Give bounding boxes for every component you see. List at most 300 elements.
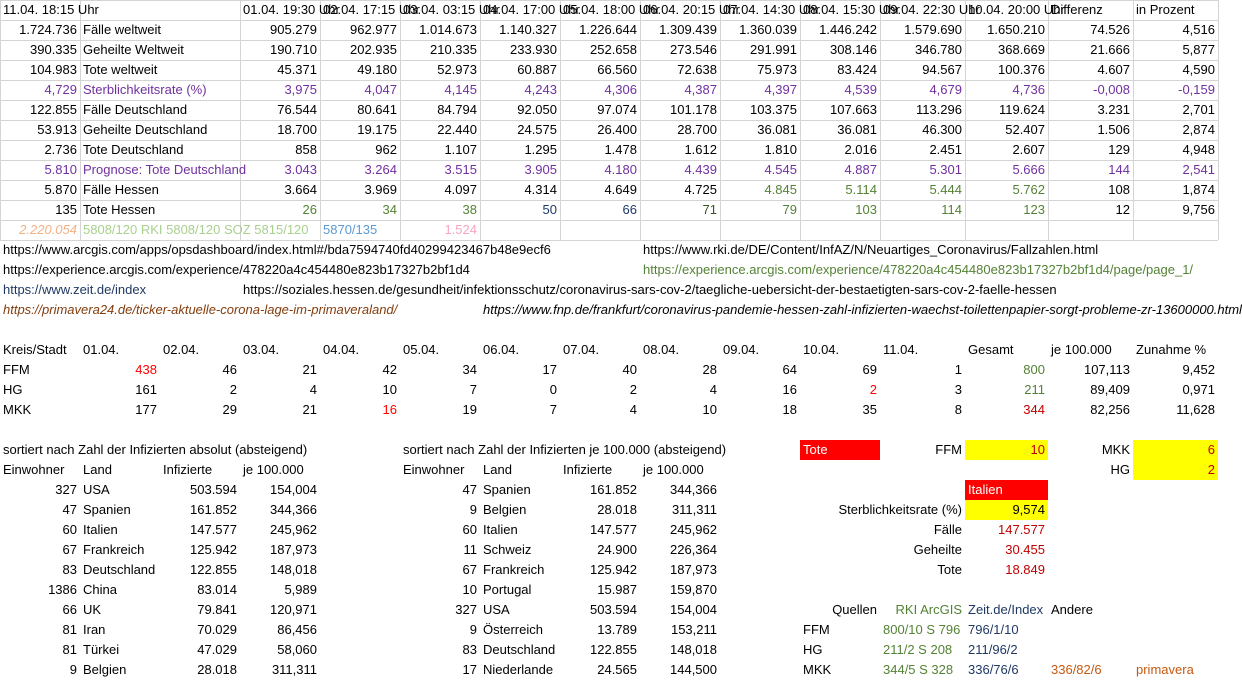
country-per100k: 311,311	[271, 662, 317, 677]
kreis-value: 19	[462, 402, 477, 417]
pct-cell: 2,701	[1182, 102, 1215, 117]
pct-header: in Prozent	[1136, 2, 1195, 17]
country-per100k: 187,973	[270, 542, 317, 557]
value-cell: 101.178	[670, 102, 717, 117]
value-cell: 22.440	[437, 122, 477, 137]
quellen-h2: Zeit.de/Index	[968, 602, 1044, 617]
country-per100k: 120,971	[270, 602, 317, 617]
country-name: Belgien	[83, 662, 127, 677]
country-name: Frankreich	[83, 542, 145, 557]
country-per100k: 245,962	[670, 522, 717, 537]
quellen-name: FFM	[803, 622, 830, 637]
value-cell: 4.845	[764, 182, 797, 197]
pct-cell: 4,516	[1182, 22, 1215, 37]
value-cell: 4,397	[764, 82, 797, 97]
value-cell: 79	[782, 202, 797, 217]
row-label: Geheilte Deutschland	[83, 122, 208, 137]
kreis-value: 42	[382, 362, 397, 377]
country-pop: 327	[55, 482, 77, 497]
value-cell: 233.930	[510, 42, 557, 57]
value-cell: 858	[295, 142, 317, 157]
diff-cell: 144	[1108, 162, 1130, 177]
value-cell: 4,047	[364, 82, 397, 97]
value-cell: 3.905	[524, 162, 557, 177]
value-cell: 210.335	[430, 42, 477, 57]
current-value: 5.810	[44, 162, 77, 177]
date-header: 01.04. 19:30 Uhr	[243, 2, 340, 17]
current-value: 1.724.736	[19, 22, 77, 37]
value-cell: 26.400	[597, 122, 637, 137]
kreis-header: je 100.000	[1051, 342, 1112, 357]
italien-title: Italien	[965, 480, 1048, 500]
value-cell: 66.560	[597, 62, 637, 77]
country-pop: 9	[469, 622, 477, 637]
value-cell: 4,145	[444, 82, 477, 97]
link[interactable]: https://experience.arcgis.com/experience/478220a4c454480e823b17327b2bf1d4	[3, 262, 470, 277]
quellen-name: MKK	[803, 662, 832, 677]
kreis-value: 34	[462, 362, 477, 377]
date-header: 04.04. 17:00 Uhr	[483, 2, 580, 17]
value-cell: 3.264	[364, 162, 397, 177]
kreis-value: 4	[709, 382, 717, 397]
value-cell: 123	[1023, 202, 1045, 217]
country-name: UK	[83, 602, 102, 617]
value-cell: 36.081	[757, 122, 797, 137]
country-pop: 327	[455, 602, 477, 617]
country-per100k: 148,018	[270, 562, 317, 577]
country-cases: 15.987	[597, 582, 637, 597]
date-header: 02.04. 17:15 Uhr	[323, 2, 420, 17]
kreis-value: 16	[382, 402, 397, 417]
kreis-value: 10	[702, 402, 717, 417]
country-per100k: 159,870	[670, 582, 717, 597]
country-name: Österreich	[483, 622, 543, 637]
pct-cell: 4,948	[1182, 142, 1215, 157]
value-cell: 1.478	[604, 142, 637, 157]
kreis-name: MKK	[3, 402, 32, 417]
kreis-value: 10	[382, 382, 397, 397]
kreis-header: 04.04.	[323, 342, 360, 357]
country-cases: 147.577	[190, 522, 237, 537]
value-cell: 49.180	[357, 62, 397, 77]
country-per100k: 344,366	[270, 502, 317, 517]
value-cell: 4.314	[524, 182, 557, 197]
country-cases: 161.852	[190, 502, 237, 517]
country-per100k: 187,973	[670, 562, 717, 577]
current-value: 53.913	[37, 122, 77, 137]
value-cell: 905.279	[270, 22, 317, 37]
value-cell: 1.140.327	[499, 22, 557, 37]
country-pop: 9	[69, 662, 77, 677]
quellen-zeit: 336/76/6	[968, 662, 1019, 677]
value-cell: 28.700	[677, 122, 717, 137]
value-cell: 4,243	[524, 82, 557, 97]
quellen-zeit: 211/96/2	[968, 642, 1018, 657]
date-header: 05.04. 18:00 Uhr	[563, 2, 660, 17]
kreis-inc: 9,452	[1182, 362, 1215, 377]
value-cell: 18.700	[277, 122, 317, 137]
value-cell: 2.451	[929, 142, 962, 157]
kreis-value: 69	[862, 362, 877, 377]
country-pop: 83	[462, 642, 477, 657]
value-cell: 346.780	[915, 42, 962, 57]
kreis-value: 21	[302, 402, 317, 417]
sort-header: je 100.000	[243, 462, 304, 477]
value-cell: 3.043	[284, 162, 317, 177]
kreis-value: 29	[222, 402, 237, 417]
country-per100k: 154,004	[670, 602, 717, 617]
row-label: Tote weltweit	[83, 62, 158, 77]
kreis-name: HG	[3, 382, 23, 397]
quellen-extra	[1133, 640, 1218, 660]
kreis-value: 161	[135, 382, 157, 397]
tote-hg-label: HG	[1110, 462, 1130, 477]
kreis-value: 4	[309, 382, 317, 397]
country-pop: 66	[62, 602, 77, 617]
kreis-value: 28	[702, 362, 717, 377]
quellen-title: Quellen	[832, 602, 877, 617]
kreis-value: 7	[469, 382, 477, 397]
pct-cell: 2,874	[1182, 122, 1215, 137]
kreis-value: 2	[229, 382, 237, 397]
value-cell: 4,306	[604, 82, 637, 97]
country-pop: 9	[469, 502, 477, 517]
kreis-header: Gesamt	[968, 342, 1014, 357]
italien-faelle-label: Fälle	[933, 522, 962, 537]
kreis-value: 177	[135, 402, 157, 417]
value-cell: 4.725	[684, 182, 717, 197]
value-cell: 962	[375, 142, 397, 157]
sort-header: Infizierte	[563, 462, 613, 477]
country-name: Schweiz	[483, 542, 532, 557]
country-pop: 47	[462, 482, 477, 497]
tote-hg-value: 2	[1133, 460, 1218, 480]
country-cases: 28.018	[197, 662, 237, 677]
value-cell: 83.424	[837, 62, 877, 77]
kreis-header: Kreis/Stadt	[3, 342, 67, 357]
row-label: Tote Hessen	[83, 202, 156, 217]
pct-cell: 2,541	[1182, 162, 1215, 177]
country-per100k: 148,018	[670, 642, 717, 657]
value-cell: 50	[542, 202, 557, 217]
value-cell: 308.146	[830, 42, 877, 57]
note-b: 5808/120 RKI 5808/120 SOZ 5815/120	[83, 222, 309, 237]
quellen-name: HG	[803, 642, 823, 657]
quellen-extra	[1133, 620, 1218, 640]
gridline-v	[1218, 0, 1219, 240]
kreis-name: FFM	[3, 362, 30, 377]
country-per100k: 153,211	[670, 622, 717, 637]
kreis-value: 0	[549, 382, 557, 397]
note-d: 1.524	[444, 222, 477, 237]
value-cell: 113.296	[915, 102, 962, 117]
country-cases: 161.852	[590, 482, 637, 497]
quellen-andere	[1048, 640, 1133, 660]
value-cell: 26	[302, 202, 317, 217]
diff-cell: 12	[1115, 202, 1130, 217]
tote-ffm-value: 10	[965, 440, 1048, 460]
pct-cell: 5,877	[1182, 42, 1215, 57]
value-cell: 66	[622, 202, 637, 217]
value-cell: 52.973	[437, 62, 477, 77]
date-header: 10.04. 20:00 Uhr	[968, 2, 1065, 17]
current-value: 390.335	[30, 42, 77, 57]
quellen-zeit: 796/1/10	[968, 622, 1019, 637]
country-per100k: 154,004	[270, 482, 317, 497]
country-name: Belgien	[483, 502, 527, 517]
country-cases: 503.594	[190, 482, 237, 497]
value-cell: 190.710	[270, 42, 317, 57]
value-cell: 119.624	[998, 102, 1045, 117]
kreis-inc: 0,971	[1182, 382, 1215, 397]
value-cell: 84.794	[437, 102, 477, 117]
kreis-value: 2	[869, 382, 877, 397]
value-cell: 36.081	[837, 122, 877, 137]
value-cell: 273.546	[670, 42, 717, 57]
italien-geheilte-label: Geheilte	[913, 542, 962, 557]
kreis-header: 06.04.	[483, 342, 520, 357]
country-name: Italien	[83, 522, 118, 537]
country-per100k: 344,366	[670, 482, 717, 497]
sort-header: Einwohner	[3, 462, 65, 477]
country-name: Portugal	[483, 582, 532, 597]
country-per100k: 311,311	[671, 502, 717, 517]
value-cell: 5.114	[845, 182, 877, 197]
value-cell: 34	[382, 202, 397, 217]
current-value: 122.855	[30, 102, 77, 117]
kreis-header: 09.04.	[723, 342, 760, 357]
tote-mkk-value: 6	[1133, 440, 1218, 460]
italien-faelle: 147.577	[998, 522, 1045, 537]
note-a: 2.220.054	[19, 222, 77, 237]
value-cell: 3,975	[284, 82, 317, 97]
value-cell: 1.295	[524, 142, 557, 157]
row-label: Fälle Deutschland	[83, 102, 188, 117]
country-per100k: 58,060	[277, 642, 317, 657]
country-pop: 83	[62, 562, 77, 577]
value-cell: 75.973	[757, 62, 797, 77]
country-name: USA	[83, 482, 110, 497]
value-cell: 94.567	[922, 62, 962, 77]
value-cell: 1.579.690	[904, 22, 962, 37]
current-value: 4,729	[44, 82, 77, 97]
kreis-value: 35	[862, 402, 877, 417]
pct-cell: 1,874	[1182, 182, 1215, 197]
country-cases: 24.565	[597, 662, 637, 677]
country-name: Iran	[83, 622, 106, 637]
quellen-h3: Andere	[1051, 602, 1093, 617]
country-pop: 60	[62, 522, 77, 537]
row-label: Prognose: Tote Deutschland	[83, 162, 247, 177]
country-pop: 47	[62, 502, 77, 517]
value-cell: 5.444	[929, 182, 962, 197]
kreis-value: 438	[135, 362, 157, 377]
kreis-value: 7	[549, 402, 557, 417]
value-cell: 368.669	[998, 42, 1045, 57]
sort-header: Land	[483, 462, 512, 477]
value-cell: 2.016	[844, 142, 877, 157]
country-cases: 122.855	[590, 642, 637, 657]
tote-ffm-label: FFM	[935, 442, 962, 457]
country-cases: 13.789	[597, 622, 637, 637]
quellen-andere: 336/82/6	[1051, 662, 1102, 677]
link[interactable]: https://www.rki.de/DE/Content/InfAZ/N/Neuartiges_Coronavirus/Fallzahlen.html	[643, 242, 1099, 257]
value-cell: 4.439	[684, 162, 717, 177]
row-label: Tote Deutschland	[83, 142, 184, 157]
country-pop: 67	[62, 542, 77, 557]
country-name: Deutschland	[483, 642, 556, 657]
quellen-extra: primavera	[1136, 662, 1194, 677]
value-cell: 5.666	[1012, 162, 1045, 177]
value-cell: 71	[702, 202, 717, 217]
kreis-header: 02.04.	[163, 342, 200, 357]
sort-header: je 100.000	[643, 462, 704, 477]
link[interactable]: https://soziales.hessen.de/gesundheit/infektionsschutz/coronavirus-sars-cov-2/taegliche-uebersicht-der-bestaetigten-sars-cov-2-faelle-hessen	[243, 282, 1057, 297]
country-name: Spanien	[483, 482, 531, 497]
value-cell: 1.107	[444, 142, 477, 157]
pct-cell: -0,159	[1178, 82, 1215, 97]
kreis-per: 89,409	[1090, 382, 1130, 397]
country-name: Niederlande	[483, 662, 554, 677]
kreis-header: 05.04.	[403, 342, 440, 357]
country-per100k: 245,962	[270, 522, 317, 537]
kreis-value: 4	[629, 402, 637, 417]
value-cell: 252.658	[590, 42, 637, 57]
italien-rate-label: Sterblichkeitsrate (%)	[838, 502, 962, 517]
current-value: 5.870	[44, 182, 77, 197]
country-pop: 10	[462, 582, 477, 597]
quellen-rki: 344/5 S 328	[883, 662, 954, 677]
kreis-value: 21	[302, 362, 317, 377]
kreis-value: 18	[782, 402, 797, 417]
value-cell: 45.371	[277, 62, 317, 77]
link[interactable]: https://primavera24.de/ticker-aktuelle-corona-lage-im-primaveraland/	[3, 302, 398, 317]
quellen-rki: 211/2 S 208	[883, 642, 953, 657]
value-cell: 1.650.210	[987, 22, 1045, 37]
kreis-value: 2	[629, 382, 637, 397]
value-cell: 3.515	[444, 162, 477, 177]
row-label: Fälle Hessen	[83, 182, 159, 197]
value-cell: 52.407	[1005, 122, 1045, 137]
value-cell: 4.887	[844, 162, 877, 177]
diff-cell: 129	[1108, 142, 1130, 157]
diff-cell: 4.607	[1097, 62, 1130, 77]
kreis-header: 01.04.	[83, 342, 120, 357]
date-header: 09.04. 22:30 Uhr	[883, 2, 980, 17]
country-cases: 147.577	[590, 522, 637, 537]
value-cell: 97.074	[597, 102, 637, 117]
date-header: 03.04. 03:15 Uhr	[403, 2, 500, 17]
value-cell: 60.887	[517, 62, 557, 77]
date-header: 07.04. 14:30 Uhr	[723, 2, 820, 17]
country-name: USA	[483, 602, 510, 617]
value-cell: 107.663	[830, 102, 877, 117]
value-cell: 1.810	[764, 142, 797, 157]
kreis-total: 211	[1024, 382, 1045, 397]
value-cell: 4,387	[684, 82, 717, 97]
quellen-rki: 800/10 S 796	[883, 622, 961, 637]
link[interactable]: https://www.zeit.de/index	[3, 282, 147, 297]
quellen-h1: RKI ArcGIS	[895, 602, 962, 617]
country-pop: 67	[462, 562, 477, 577]
value-cell: 4.545	[764, 162, 797, 177]
date-header: 08.04. 15:30 Uhr	[803, 2, 900, 17]
kreis-value: 40	[622, 362, 637, 377]
country-cases: 70.029	[197, 622, 237, 637]
value-cell: 4,539	[844, 82, 877, 97]
value-cell: 103	[855, 202, 877, 217]
diff-cell: 108	[1108, 182, 1130, 197]
value-cell: 1.446.242	[819, 22, 877, 37]
italien-tote: 18.849	[1005, 562, 1045, 577]
value-cell: 46.300	[922, 122, 962, 137]
date-header: 06.04. 20:15 Uhr	[643, 2, 740, 17]
italien-rate: 9,574	[965, 500, 1048, 520]
value-cell: 3.969	[364, 182, 397, 197]
kreis-per: 107,113	[1083, 362, 1130, 377]
diff-cell: 21.666	[1090, 42, 1130, 57]
value-cell: 1.309.439	[659, 22, 717, 37]
diff-cell: -0,008	[1093, 82, 1130, 97]
country-pop: 60	[462, 522, 477, 537]
country-pop: 11	[463, 542, 477, 557]
value-cell: 4,736	[1012, 82, 1045, 97]
value-cell: 5.301	[929, 162, 962, 177]
value-cell: 114	[941, 202, 962, 217]
value-cell: 38	[462, 202, 477, 217]
country-cases: 83.014	[197, 582, 237, 597]
sort-header: Land	[83, 462, 112, 477]
value-cell: 962.977	[350, 22, 397, 37]
kreis-value: 17	[542, 362, 557, 377]
value-cell: 103.375	[750, 102, 797, 117]
country-cases: 79.841	[197, 602, 237, 617]
kreis-header: 08.04.	[643, 342, 680, 357]
country-cases: 47.029	[197, 642, 237, 657]
value-cell: 4.097	[444, 182, 477, 197]
country-cases: 122.855	[190, 562, 237, 577]
country-per100k: 5,989	[284, 582, 317, 597]
country-per100k: 86,456	[277, 622, 317, 637]
kreis-header: 03.04.	[243, 342, 280, 357]
value-cell: 1.226.644	[579, 22, 637, 37]
kreis-value: 3	[954, 382, 962, 397]
kreis-per: 82,256	[1090, 402, 1130, 417]
row-label: Fälle weltweit	[83, 22, 162, 37]
value-cell: 19.175	[357, 122, 397, 137]
italien-tote-label: Tote	[937, 562, 962, 577]
tote-mkk-label: MKK	[1101, 442, 1130, 457]
kreis-value: 1	[954, 362, 962, 377]
value-cell: 1.360.039	[739, 22, 797, 37]
diff-cell: 1.506	[1097, 122, 1130, 137]
country-name: Spanien	[83, 502, 131, 517]
link[interactable]: https://www.fnp.de/frankfurt/coronavirus-pandemie-hessen-zahl-infizierten-waechst-toilettenpapier-sorgt-probleme-zr-13600000.html	[483, 302, 1242, 317]
country-pop: 17	[462, 662, 477, 677]
kreis-inc: 11,628	[1176, 402, 1215, 417]
value-cell: 4,679	[929, 82, 962, 97]
link[interactable]: https://experience.arcgis.com/experience/478220a4c454480e823b17327b2bf1d4/page/page_1/	[643, 262, 1194, 277]
value-cell: 1.014.673	[419, 22, 477, 37]
timestamp: 11.04. 18:15 Uhr	[3, 2, 99, 17]
current-value: 104.983	[30, 62, 77, 77]
current-value: 2.736	[44, 142, 77, 157]
link[interactable]: https://www.arcgis.com/apps/opsdashboard/index.html#/bda7594740fd40299423467b48e9ecf6	[3, 242, 551, 257]
kreis-value: 64	[782, 362, 797, 377]
current-value: 135	[55, 202, 77, 217]
kreis-total: 800	[1023, 362, 1045, 377]
country-cases: 125.942	[590, 562, 637, 577]
